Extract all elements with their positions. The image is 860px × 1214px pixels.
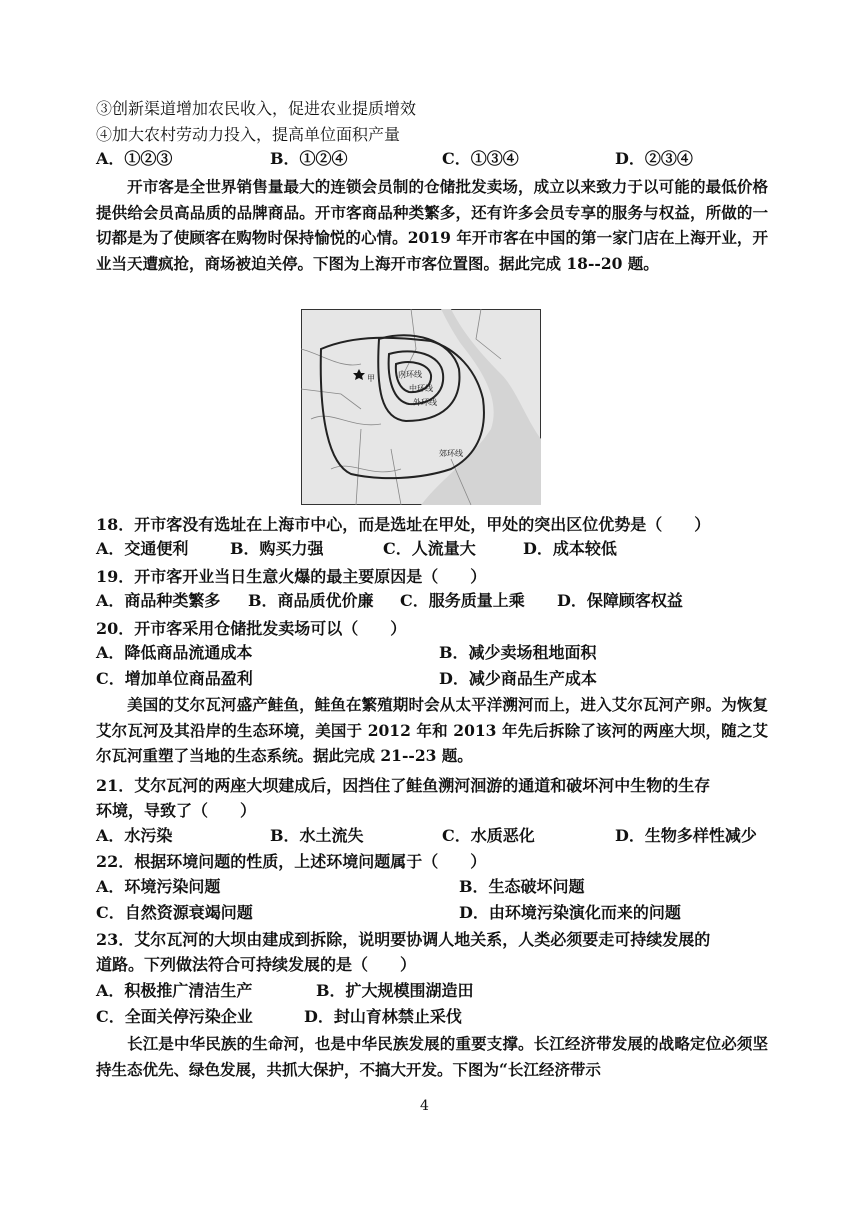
map-label-suburban-ring: 郊环线: [439, 449, 463, 458]
q23-stem-line2: 道路。下列做法符合可持续发展的是（ ）: [96, 955, 417, 974]
q17-option-a[interactable]: A．①②③: [96, 149, 173, 168]
passage-costco: [96, 174, 768, 276]
q23-option-c[interactable]: C．全面关停污染企业: [96, 1007, 253, 1026]
q23-options-row1: [96, 980, 776, 1002]
q22-option-a[interactable]: A．环境污染问题: [96, 877, 221, 896]
passage-elwha: [96, 692, 768, 769]
passage-yangtze: [96, 1031, 768, 1082]
q22-options-row2: [96, 902, 776, 924]
q19-option-d[interactable]: D．保障顾客权益: [557, 591, 683, 610]
q19-option-a[interactable]: A．商品种类繁多: [96, 591, 221, 610]
q19-option-c[interactable]: C．服务质量上乘: [400, 591, 525, 610]
passage-elwha-text: 美国的艾尔瓦河盛产鲑鱼，鲑鱼在繁殖期时会从太平洋溯河而上，进入艾尔瓦河产卵。为恢复艾尔瓦河及其沿岸的生态环境，美国于 2012 年和 2013 年先后拆除了该河的两座大坝，随之艾尔瓦河重塑了当地的生态系统。据此完成 21--23 题。: [96, 695, 768, 766]
q20-options-row1: [96, 642, 776, 664]
q22-option-d[interactable]: D．由环境污染演化而来的问题: [459, 903, 681, 922]
q20-option-a[interactable]: A．降低商品流通成本: [96, 643, 253, 662]
q21-option-b[interactable]: B．水土流失: [270, 826, 364, 845]
q23-option-b[interactable]: B．扩大规模围湖造田: [316, 981, 474, 1000]
q20-options-row2: [96, 668, 776, 690]
option-4-statement: ④加大农村劳动力投入，提高单位面积产量: [96, 125, 401, 144]
map-label-outer-ring: 外环线: [413, 398, 437, 407]
q23-option-d[interactable]: D．封山育林禁止采伐: [304, 1007, 462, 1026]
q18-option-a[interactable]: A．交通便利: [96, 539, 189, 558]
q18-option-c[interactable]: C．人流量大: [383, 539, 476, 558]
q23-stem-line1: 23．艾尔瓦河的大坝由建成到拆除，说明要协调人地关系，人类必须要走可持续发展的: [96, 930, 711, 949]
q22-options-row1: [96, 876, 776, 898]
q22-option-c[interactable]: C．自然资源衰竭问题: [96, 903, 253, 922]
q23-option-a[interactable]: A．积极推广清洁生产: [96, 981, 253, 1000]
shanghai-costco-location-map: [301, 309, 541, 505]
q19-option-b[interactable]: B．商品质优价廉: [248, 591, 374, 610]
option-3-statement: ③创新渠道增加农民收入，促进农业提质增效: [96, 99, 417, 118]
q21-stem-line1: 21．艾尔瓦河的两座大坝建成后，因挡住了鲑鱼溯河洄游的通道和破坏河中生物的生存: [96, 776, 711, 795]
q17-option-b[interactable]: B．①②④: [270, 149, 348, 168]
q18-stem: 18．开市客没有选址在上海市中心，而是选址在甲处，甲处的突出区位优势是（ ）: [96, 515, 711, 534]
q19-options: [96, 590, 776, 612]
q19-stem: 19．开市客开业当日生意火爆的最主要原因是（ ）: [96, 567, 487, 586]
q20-stem: 20．开市客采用仓储批发卖场可以（ ）: [96, 619, 407, 638]
map-label-jia: 甲: [367, 374, 375, 383]
q21-option-d[interactable]: D．生物多样性减少: [615, 826, 757, 845]
q23-options-row2: [96, 1006, 776, 1028]
q18-options: [96, 538, 776, 560]
q21-option-a[interactable]: A．水污染: [96, 826, 173, 845]
q21-options: [96, 825, 776, 847]
page-number: 4: [420, 1098, 429, 1114]
passage-yangtze-text: 长江是中华民族的生命河，也是中华民族发展的重要支撑。长江经济带发展的战略定位必须坚持生态优先、绿色发展，共抓大保护，不搞大开发。下图为“长江经济带示: [96, 1034, 768, 1079]
map-label-middle-ring: 中环线: [409, 384, 433, 393]
q22-option-b[interactable]: B．生态破坏问题: [459, 877, 585, 896]
q20-option-d[interactable]: D．减少商品生产成本: [439, 669, 597, 688]
passage-costco-text: 开市客是全世界销售量最大的连锁会员制的仓储批发卖场，成立以来致力于以可能的最低价格提供给会员高品质的品牌商品。开市客商品种类繁多，还有许多会员专享的服务与权益，所做的一切都是为了使顾客在购物时保持愉悦的心情。2019 年开市客在中国的第一家门店在上海开业，开业当天遭疯抢，商场被迫关停。下图为上海开市客位置图。据此完成 18--20 题。: [96, 177, 768, 273]
q18-option-b[interactable]: B．购买力强: [230, 539, 324, 558]
q17-option-d[interactable]: D．②③④: [615, 149, 693, 168]
q17-options: [96, 148, 776, 170]
q20-option-c[interactable]: C．增加单位商品盈利: [96, 669, 253, 688]
q21-option-c[interactable]: C．水质恶化: [442, 826, 535, 845]
q18-option-d[interactable]: D．成本较低: [523, 539, 617, 558]
q21-stem-line2: 环境，导致了（ ）: [96, 801, 257, 820]
q17-option-c[interactable]: C．①③④: [442, 149, 519, 168]
q22-stem: 22．根据环境问题的性质，上述环境问题属于（ ）: [96, 852, 487, 871]
q20-option-b[interactable]: B．减少卖场租地面积: [439, 643, 597, 662]
map-label-inner-ring: 内环线: [398, 370, 422, 379]
